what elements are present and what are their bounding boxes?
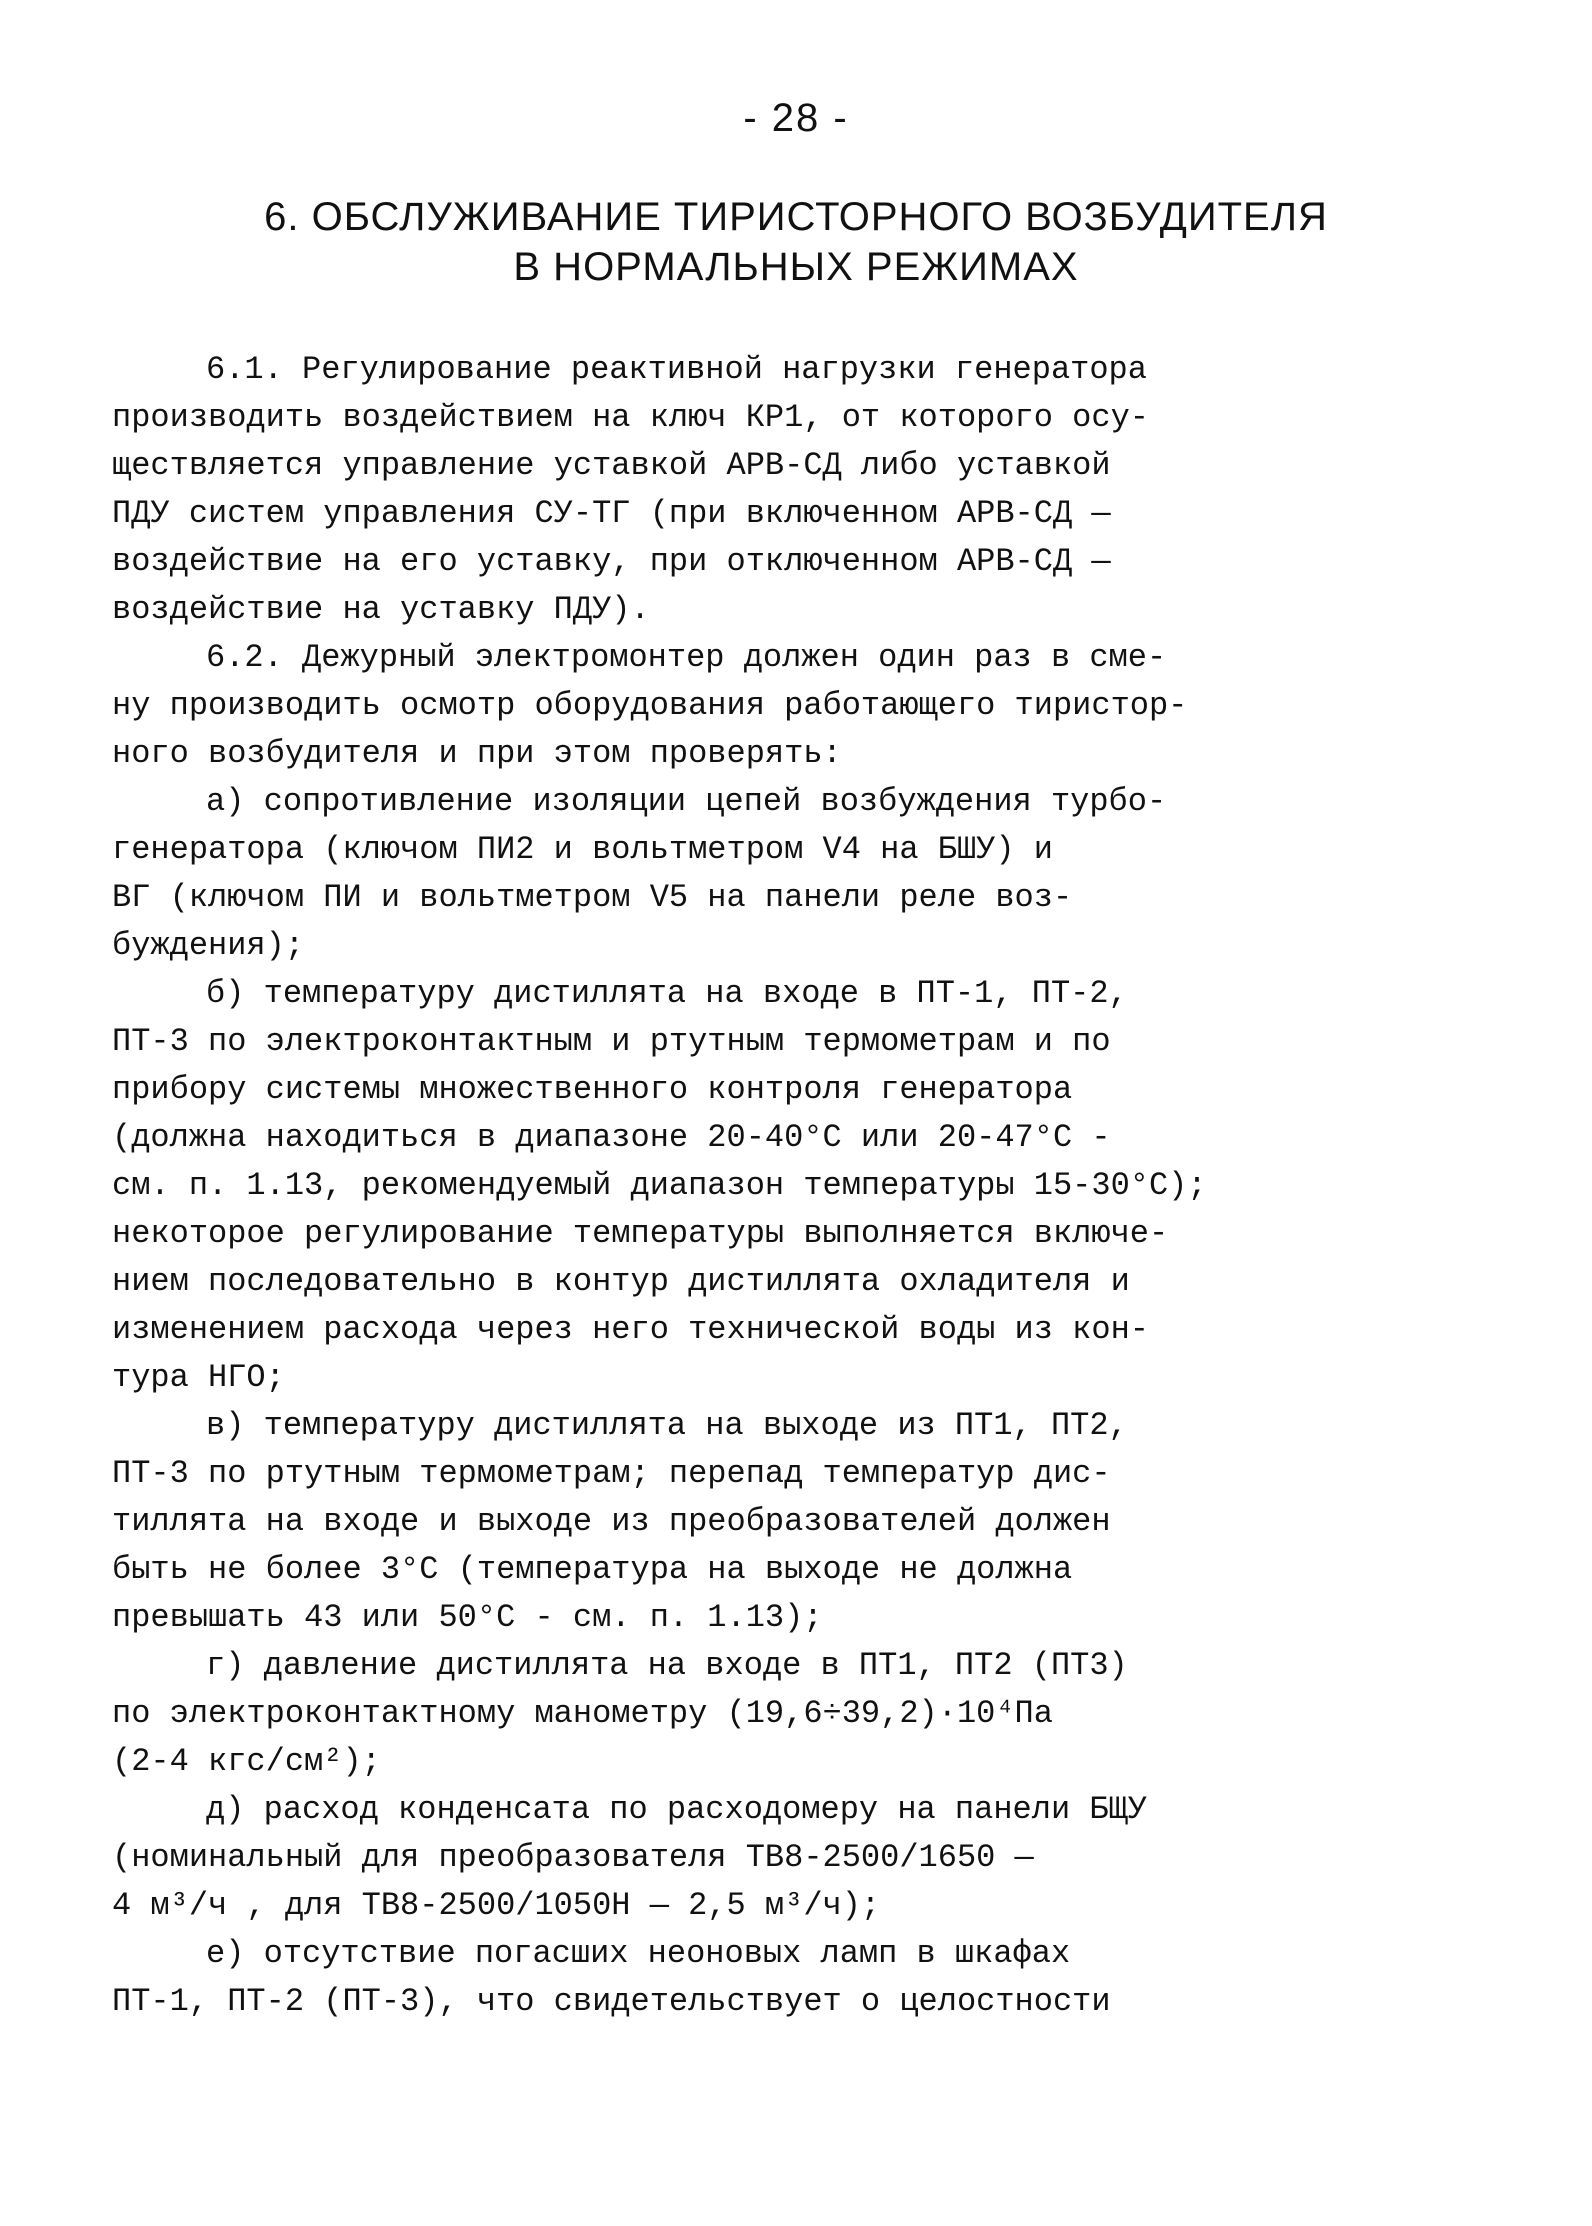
text-line: ПТ-1, ПТ-2 (ПТ-3), что свидетельствует о целостности xyxy=(112,1983,1111,2020)
list-item-b xyxy=(112,970,1392,1402)
text-line: (2-4 кгс/см²); xyxy=(112,1743,381,1780)
text-line: 4 м³/ч , для ТВ8-2500/1050Н — 2,5 м³/ч); xyxy=(112,1887,881,1924)
text-line: (должна находиться в диапазоне 20-40°С или 20-47°С - xyxy=(112,1119,1111,1156)
text-line: тура НГО; xyxy=(112,1359,285,1396)
body-text xyxy=(112,346,1392,2026)
text-line: превышать 43 или 50°С - см. п. 1.13); xyxy=(112,1599,823,1636)
text-line: г) давление дистиллята на входе в ПТ1, ПТ2 (ПТ3) xyxy=(206,1647,1128,1684)
text-line: ну производить осмотр оборудования работающего тиристор- xyxy=(112,687,1188,724)
paragraph-6-1 xyxy=(112,346,1392,634)
text-line: генератора (ключом ПИ2 и вольтметром V4 на БШУ) и xyxy=(112,831,1053,868)
text-line: а) сопротивление изоляции цепей возбуждения турбо- xyxy=(206,783,1167,820)
text-line: (номинальный для преобразователя ТВ8-2500/1650 — xyxy=(112,1839,1034,1876)
heading-line: 6. ОБСЛУЖИВАНИЕ ТИРИСТОРНОГО ВОЗБУДИТЕЛЯ xyxy=(264,195,1328,239)
text-line: д) расход конденсата по расходомеру на панели БЩУ xyxy=(206,1791,1147,1828)
text-line: ПТ-3 по ртутным термометрам; перепад температур дис- xyxy=(112,1455,1111,1492)
text-line: производить воздействием на ключ КР1, от которого осу- xyxy=(112,399,1149,436)
text-line: 6.1. Регулирование реактивной нагрузки генератора xyxy=(206,351,1147,388)
text-line: б) температуру дистиллята на входе в ПТ-1, ПТ-2, xyxy=(206,975,1128,1012)
text-line: ВГ (ключом ПИ и вольтметром V5 на панели реле воз- xyxy=(112,879,1073,916)
text-line: ПДУ систем управления СУ-ТГ (при включенном АРВ-СД — xyxy=(112,495,1111,532)
text-line: 6.2. Дежурный электромонтер должен один раз в сме- xyxy=(206,639,1167,676)
section-heading xyxy=(0,192,1592,292)
list-item-g xyxy=(112,1642,1392,1786)
list-item-d xyxy=(112,1786,1392,1930)
text-line: тиллята на входе и выходе из преобразователей должен xyxy=(112,1503,1111,1540)
text-line: по электроконтактному манометру (19,6÷39,2)·10⁴Па xyxy=(112,1695,1053,1732)
text-line: ществляется управление уставкой АРВ-СД либо уставкой xyxy=(112,447,1111,484)
paragraph-6-2 xyxy=(112,634,1392,778)
text-line: ПТ-3 по электроконтактным и ртутным термометрам и по xyxy=(112,1023,1111,1060)
text-line: буждения); xyxy=(112,927,305,964)
list-item-e xyxy=(112,1930,1392,2026)
text-line: воздействие на уставку ПДУ). xyxy=(112,591,650,628)
list-item-a xyxy=(112,778,1392,970)
text-line: быть не более 3°С (температура на выходе не должна xyxy=(112,1551,1073,1588)
text-line: изменением расхода через него технической воды из кон- xyxy=(112,1311,1149,1348)
text-line: е) отсутствие погасших неоновых ламп в шкафах xyxy=(206,1935,1071,1972)
text-line: ного возбудителя и при этом проверять: xyxy=(112,735,842,772)
list-item-v xyxy=(112,1402,1392,1642)
text-line: некоторое регулирование температуры выполняется включе- xyxy=(112,1215,1169,1252)
heading-line: В НОРМАЛЬНЫХ РЕЖИМАХ xyxy=(513,245,1079,289)
text-line: см. п. 1.13, рекомендуемый диапазон температуры 15-30°С); xyxy=(112,1167,1207,1204)
page-number: - 28 - xyxy=(743,96,849,140)
text-line: прибору системы множественного контроля генератора xyxy=(112,1071,1073,1108)
text-line: воздействие на его уставку, при отключенном АРВ-СД — xyxy=(112,543,1111,580)
text-line: нием последовательно в контур дистиллята охладителя и xyxy=(112,1263,1130,1300)
text-line: в) температуру дистиллята на выходе из ПТ1, ПТ2, xyxy=(206,1407,1128,1444)
